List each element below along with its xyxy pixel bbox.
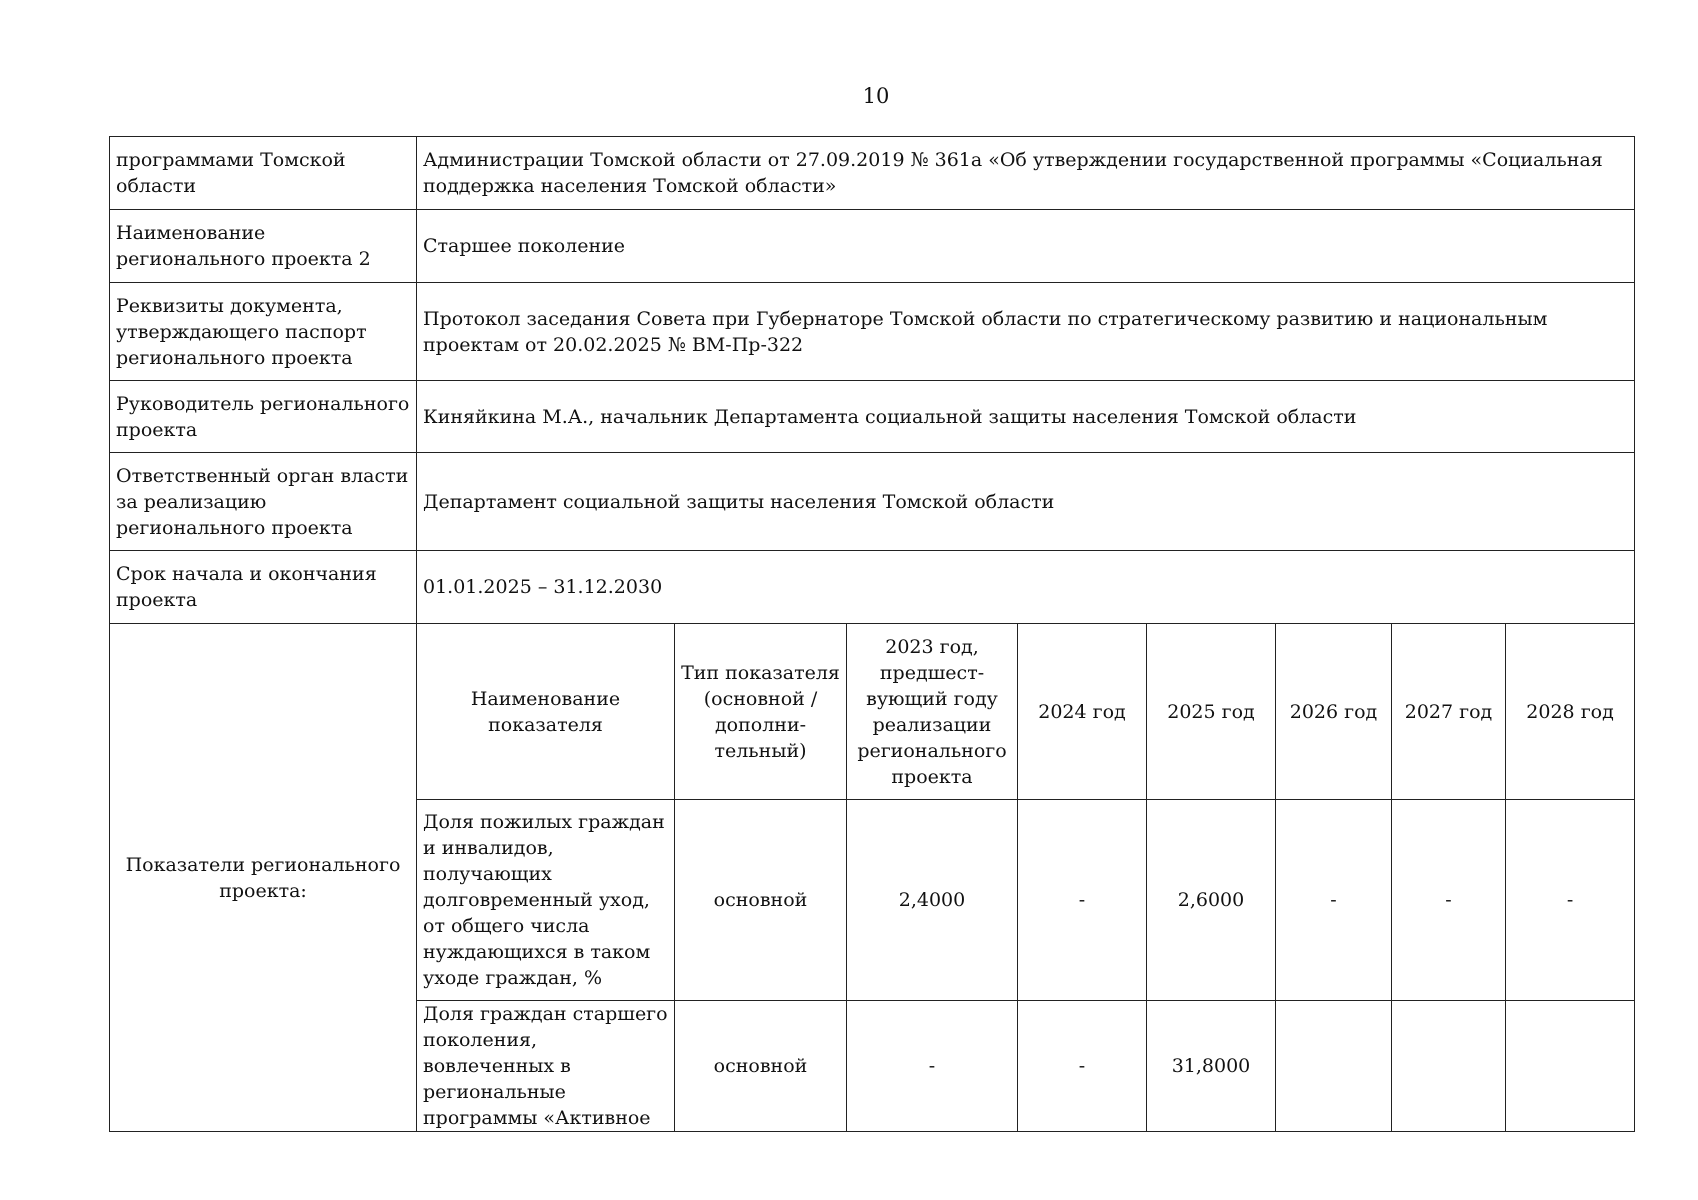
row-value: Администрации Томской области от 27.09.2019 № 361а «Об утверждении государственной программы «Социальная поддержка населения Томской области»: [417, 137, 1635, 210]
indicator-value-2028: [1506, 1001, 1635, 1132]
header-2028: 2028 год: [1506, 624, 1635, 800]
indicator-base-value: -: [847, 1001, 1018, 1132]
indicator-value-2025: 2,6000: [1147, 800, 1276, 1001]
row-value: Киняйкина М.А., начальник Департамента социальной защиты населения Томской области: [417, 381, 1635, 453]
indicator-name: Доля пожилых граждан и инвалидов, получающих долговременный уход, от общего числа нуждающихся в таком уходе граждан, %: [417, 800, 675, 1001]
row-label: Срок начала и окончания проекта: [110, 551, 417, 624]
indicator-name: Доля граждан старшего поколения, вовлеченных в региональные программы «Активное: [417, 1001, 675, 1132]
indicator-value-2026: [1276, 1001, 1392, 1132]
header-base-year: 2023 год, предшест-вующий году реализации регионального проекта: [847, 624, 1018, 800]
header-2026: 2026 год: [1276, 624, 1392, 800]
table-row: [110, 551, 1635, 624]
row-label: программами Томской области: [110, 137, 417, 210]
table-row: [110, 210, 1635, 283]
table-row: [110, 453, 1635, 551]
header-2024: 2024 год: [1018, 624, 1147, 800]
indicator-base-value: 2,4000: [847, 800, 1018, 1001]
indicator-value-2028: -: [1506, 800, 1635, 1001]
row-label: Реквизиты документа, утверждающего паспорт регионального проекта: [110, 283, 417, 381]
indicator-value-2024: -: [1018, 1001, 1147, 1132]
table-row: [110, 283, 1635, 381]
indicator-value-2025: 31,8000: [1147, 1001, 1276, 1132]
indicator-type: основной: [675, 800, 847, 1001]
page-number: 10: [862, 84, 890, 108]
indicators-header-row: [110, 624, 1635, 800]
header-2027: 2027 год: [1392, 624, 1506, 800]
row-value: Департамент социальной защиты населения Томской области: [417, 453, 1635, 551]
indicator-value-2027: [1392, 1001, 1506, 1132]
row-label: Руководитель регионального проекта: [110, 381, 417, 453]
row-label: Ответственный орган власти за реализацию регионального проекта: [110, 453, 417, 551]
row-value: Старшее поколение: [417, 210, 1635, 283]
header-indicator-type: Тип показателя (основной / дополни-тельный): [675, 624, 847, 800]
row-label: Наименование регионального проекта 2: [110, 210, 417, 283]
indicator-type: основной: [675, 1001, 847, 1132]
table-row: [110, 137, 1635, 210]
table-row: [110, 381, 1635, 453]
indicator-value-2026: -: [1276, 800, 1392, 1001]
indicators-label: Показатели регионального проекта:: [110, 624, 417, 1132]
row-value: Протокол заседания Совета при Губернаторе Томской области по стратегическому развитию и национальным проектам от 20.02.2025 № ВМ-Пр-322: [417, 283, 1635, 381]
project-passport-table: [109, 136, 1635, 1132]
indicator-value-2024: -: [1018, 800, 1147, 1001]
indicator-value-2027: -: [1392, 800, 1506, 1001]
row-value: 01.01.2025 – 31.12.2030: [417, 551, 1635, 624]
header-indicator-name: Наименование показателя: [417, 624, 675, 800]
header-2025: 2025 год: [1147, 624, 1276, 800]
